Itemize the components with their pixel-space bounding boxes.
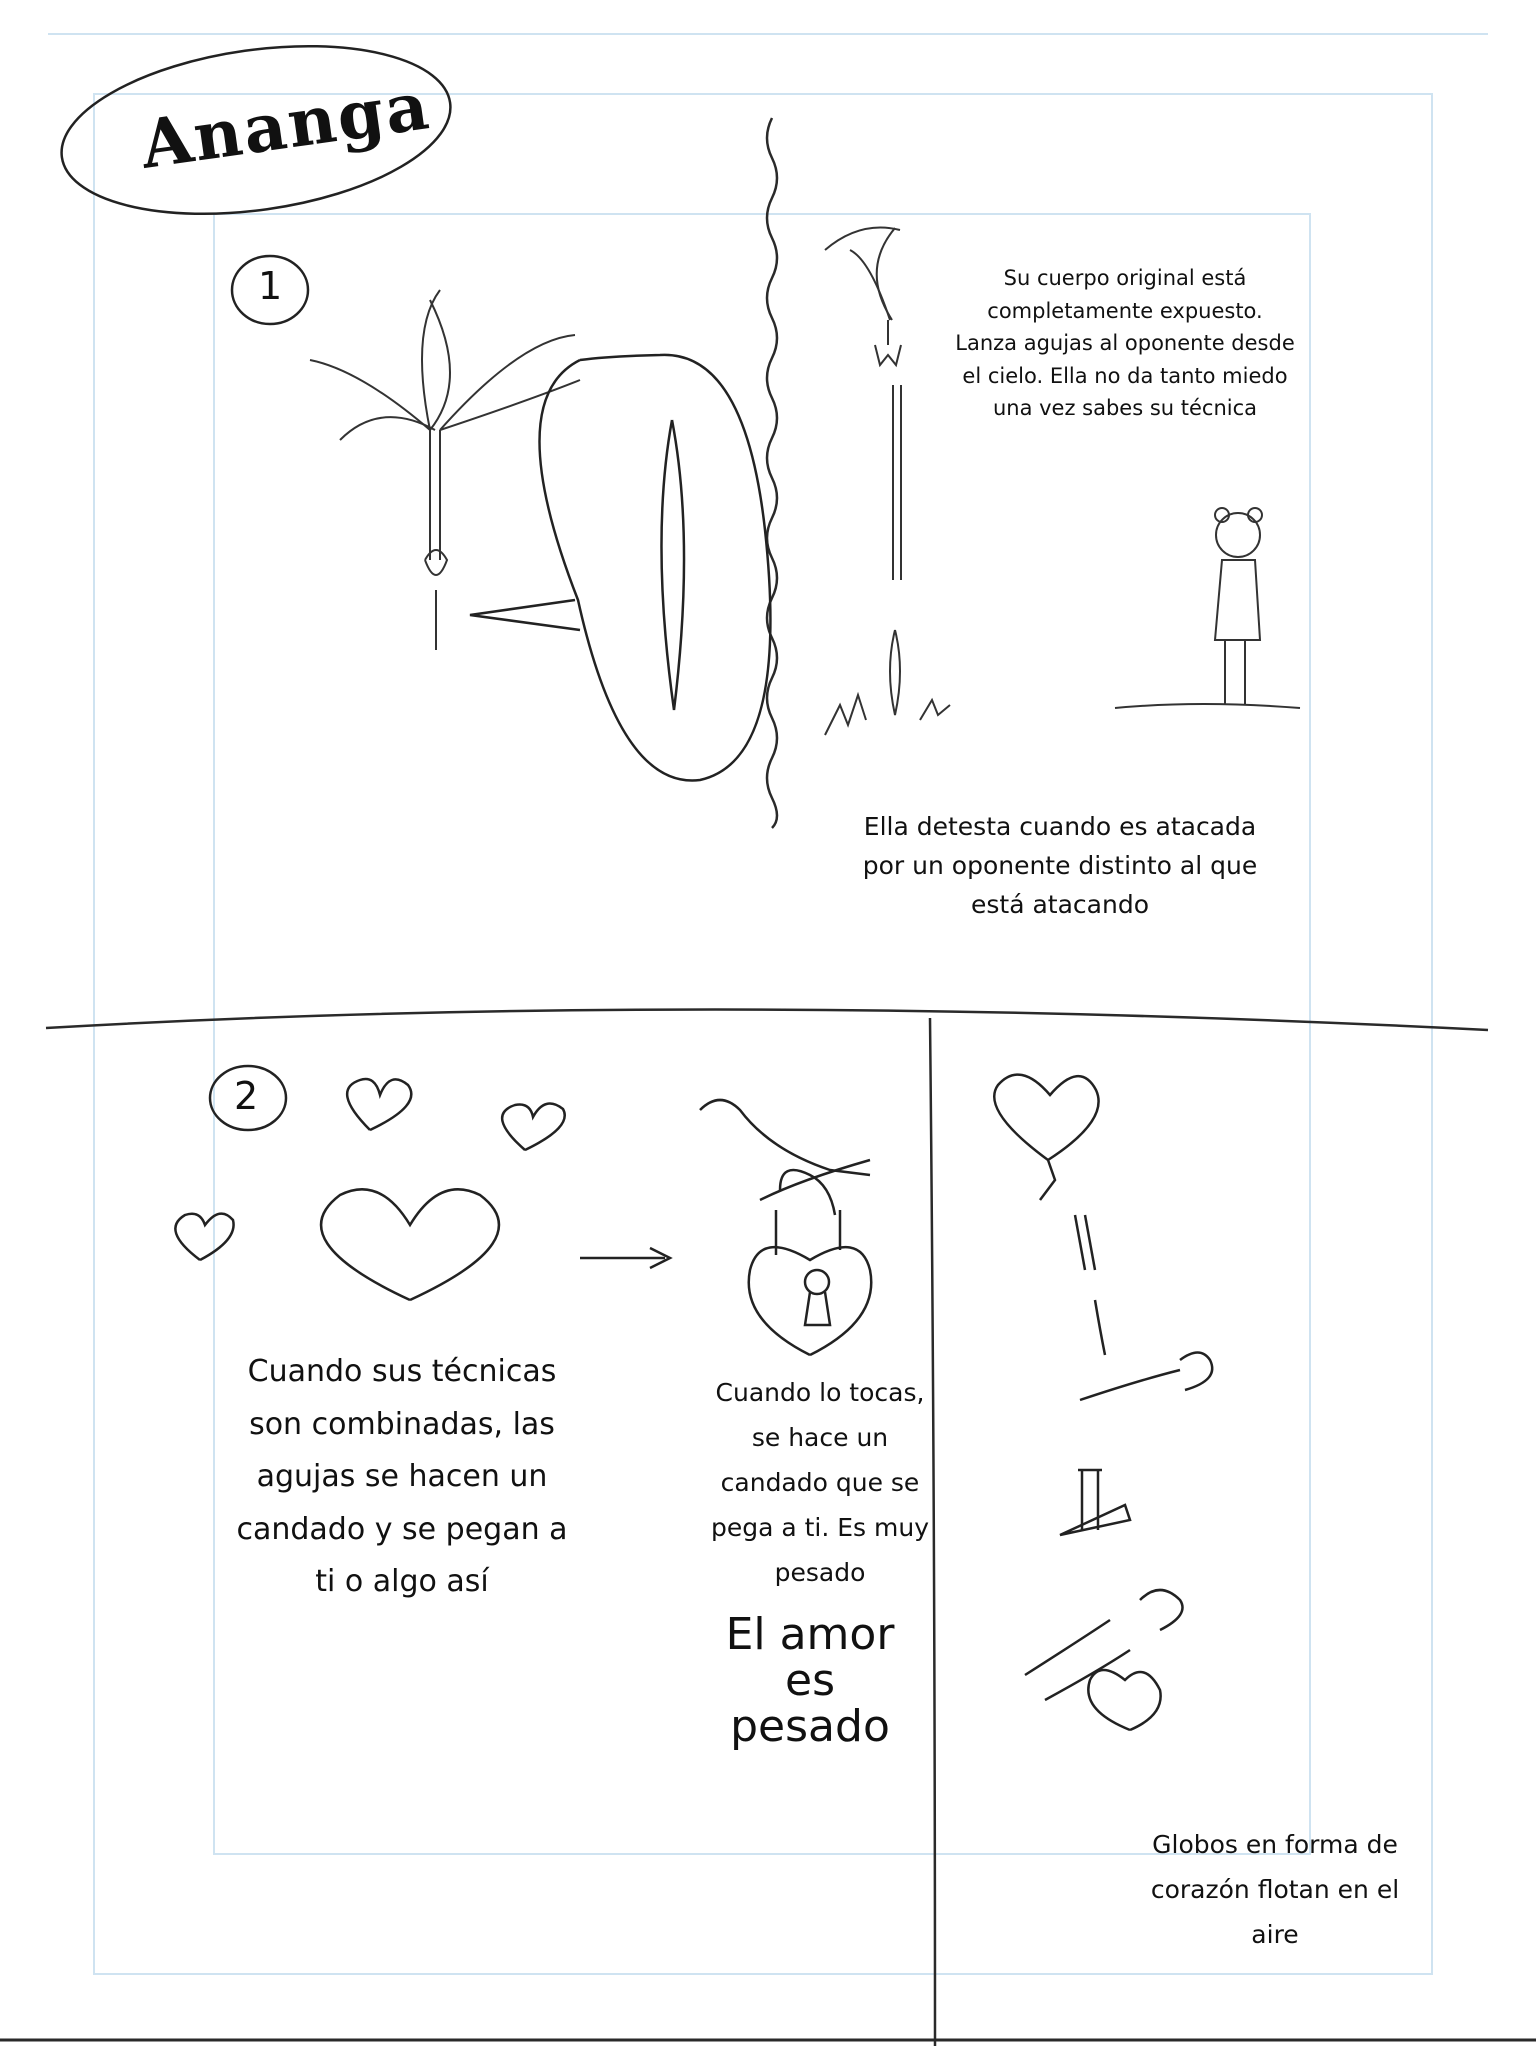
panel2-combined-text: Cuando sus técnicas son combinadas, las agujas se hacen un candado y se pegan a ti o algo así — [236, 1354, 568, 1599]
heart-padlock-sketch — [700, 1100, 871, 1355]
needle-closeup-bubble — [470, 355, 770, 781]
panel1-number: 1 — [258, 264, 283, 308]
panel2-tagline: El amor es pesado — [725, 1609, 895, 1753]
panel2-balloons-text: Globos en forma de corazón flotan en el aire — [1150, 1830, 1400, 1949]
panel1-note: Ella detesta cuando es atacada por un oponente distinto al que está atacando — [862, 812, 1258, 919]
panel2-number: 2 — [234, 1074, 259, 1118]
panel-borders — [0, 118, 1536, 2046]
small-character-sketch — [1115, 508, 1300, 708]
falling-needle-sketch — [825, 228, 950, 736]
needle-plant-sketch — [310, 290, 580, 650]
page-title: Ananga — [135, 66, 435, 184]
heart-balloon-sequence-sketch — [994, 1075, 1212, 1730]
panel2-touch-text: Cuando lo tocas, se hace un candado que se pega a ti. Es muy pesado — [710, 1378, 930, 1587]
panel1-description: Su cuerpo original está completamente expuesto. Lanza agujas al oponente desde el cielo. Ella no da tanto miedo una vez sabes su técnica — [955, 266, 1295, 421]
